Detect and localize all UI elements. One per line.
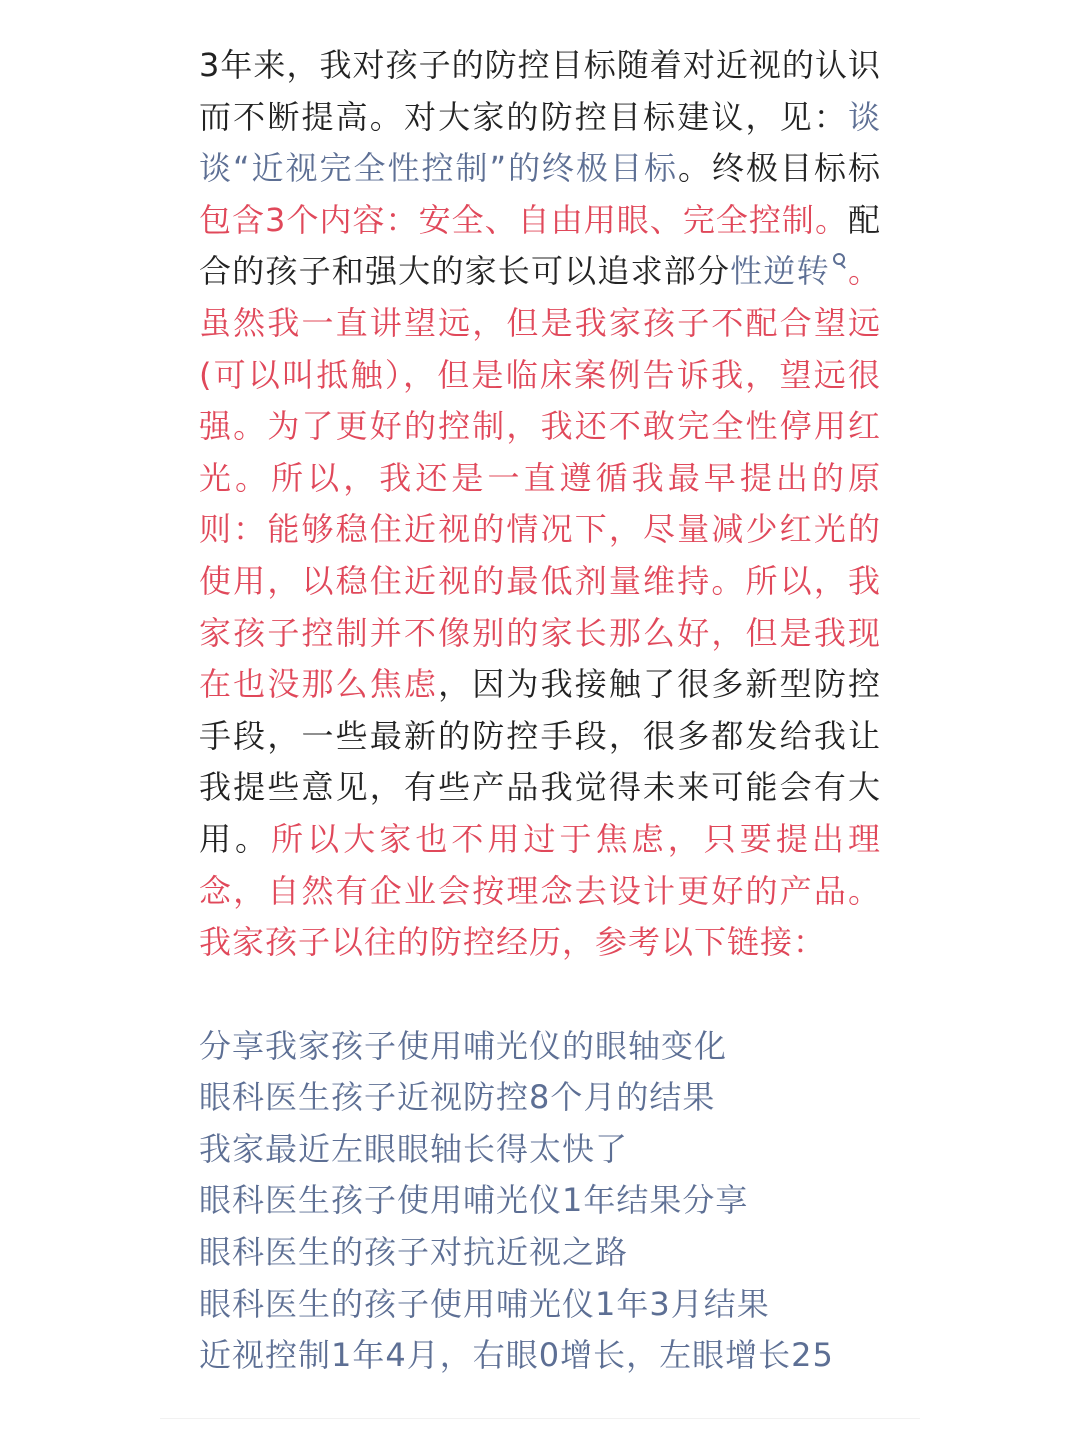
goal-text: 。终极目标标 (678, 149, 881, 188)
goal-contents-text: 包含3个内容：安全、自由用眼、完全控制。 (199, 200, 848, 239)
intro-text: 3年来，我对孩子的防控目标随着对近视的认识而不断提高。对大家的防控目标建议，见： (199, 46, 881, 136)
reference-link[interactable]: 眼科医生的孩子使用哺光仪1年3月结果 (199, 1284, 770, 1323)
partial-reversal-link[interactable]: 性逆转 (730, 252, 830, 291)
article-body (199, 40, 881, 1382)
red-light-text: 。虽然我一直讲望远，但是我家孩子不配合望远(可以叫抵触），但是临床案例告诉我，望远很强。为了更好的控制，我还不敢完全性停用红光。所以，我还是一直遵循我最早提出的原则：能够稳住近视的情况下，尽量减少红光的使用，以稳住近视的最低剂量维持。所以，我家孩子控制并不像别的家长那么好，但是我现在也没那么焦虑 (199, 252, 881, 704)
reference-link[interactable]: 眼科医生孩子近视防控8个月的结果 (199, 1078, 716, 1117)
bottom-fade (160, 1418, 920, 1440)
reference-link-list (199, 1021, 881, 1382)
reference-link[interactable]: 眼科医生孩子使用哺光仪1年结果分享 (199, 1181, 749, 1220)
ultimate-goal-link[interactable]: 谈谈“近视完全性控制”的终极目标 (199, 97, 881, 188)
reference-link[interactable]: 眼科医生的孩子对抗近视之路 (199, 1233, 629, 1272)
new-methods-text: ，因为我接触了很多新型防控手段，一些最新的防控手段，很多都发给我让我提些意见，有些产品我觉得未来可能会有大用。 (199, 665, 881, 858)
reference-link[interactable]: 我家最近左眼眼轴长得太快了 (199, 1129, 629, 1168)
search-icon[interactable] (832, 253, 846, 271)
main-paragraph (199, 40, 881, 969)
reference-links-intro: 所以大家也不用过于焦虑，只要提出理念，自然有企业会按理念去设计更好的产品。我家孩子以往的防控经历，参考以下链接： (199, 819, 881, 962)
reference-link[interactable]: 近视控制1年4月，右眼0增长，左眼增长25 (199, 1336, 834, 1375)
reference-link[interactable]: 分享我家孩子使用哺光仪的眼轴变化 (199, 1026, 728, 1065)
parent-text: 配合的孩子和强大的家长可以追求部分 (199, 200, 881, 291)
